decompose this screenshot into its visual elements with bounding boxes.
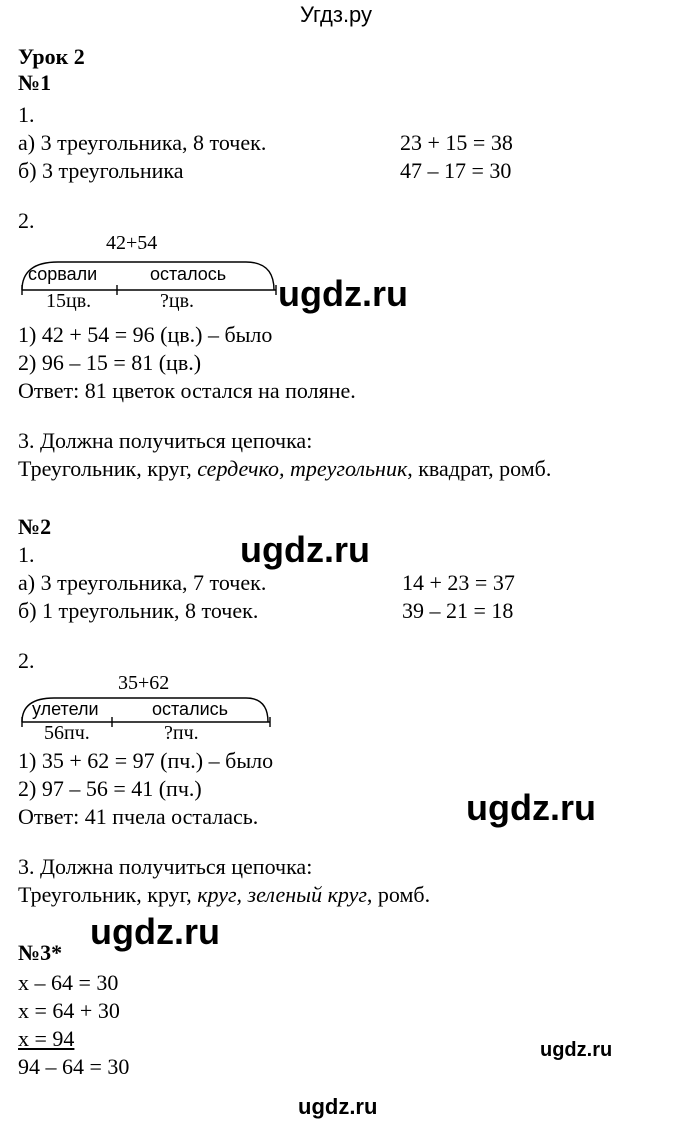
task-3-line-4: 94 – 64 = 30 [18, 1054, 130, 1079]
diagram-2-right-value: ?пч. [164, 722, 199, 744]
site-header: Угдз.ру [300, 2, 373, 27]
diagram-1-total-label: 42+54 [106, 232, 158, 254]
task-1-segment-diagram [18, 232, 280, 312]
task-2-answer: Ответ: 41 пчела осталась. [18, 804, 259, 829]
watermark: ugdz.ru [278, 273, 408, 314]
task-1-title: №1 [18, 70, 52, 95]
task-2-chain-start: Треугольник, круг, [18, 882, 198, 907]
watermark: ugdz.ru [240, 529, 370, 570]
task-2-chain [18, 882, 430, 908]
task-3-line-1: х – 64 = 30 [18, 970, 119, 995]
diagram-2-right-segment-label: остались [152, 699, 228, 719]
task-1-a-text: а) 3 треугольника, 8 точек. [18, 130, 267, 155]
task-2-item-3: 3. Должна получиться цепочка: [18, 854, 313, 879]
task-3-line-3: х = 94 [18, 1026, 75, 1051]
task-1-b-text: б) 3 треугольника [18, 158, 184, 183]
task-3-line-2: х = 64 + 30 [18, 998, 120, 1023]
footer-watermark: ugdz.ru [298, 1094, 378, 1119]
watermark: ugdz.ru [466, 787, 596, 828]
task-1-chain [18, 456, 551, 482]
task-2-a-equation: 14 + 23 = 37 [402, 570, 515, 595]
diagram-1-left-value: 15цв. [46, 290, 92, 312]
diagram-1-left-segment-label: сорвали [28, 264, 98, 284]
diagram-2-left-value: 56пч. [44, 722, 90, 744]
task-1-chain-start: Треугольник, круг, [18, 456, 198, 481]
watermark: ugdz.ru [540, 1039, 613, 1061]
task-1-answer: Ответ: 81 цветок остался на поляне. [18, 378, 356, 403]
task-1-item-1-number: 1. [18, 102, 35, 127]
task-2-b-equation: 39 – 21 = 18 [402, 598, 514, 623]
task-2-chain-italic: круг, зеленый круг [197, 882, 367, 907]
task-1-item-2-number: 2. [18, 208, 35, 233]
watermark: ugdz.ru [90, 911, 220, 952]
task-1-a-equation: 23 + 15 = 38 [400, 130, 513, 155]
task-2-step-2: 2) 97 – 56 = 41 (пч.) [18, 776, 202, 801]
task-2-item-1-number: 1. [18, 542, 35, 567]
task-2-b-text: б) 1 треугольник, 8 точек. [18, 598, 259, 623]
task-1-item-3: 3. Должна получиться цепочка: [18, 428, 313, 453]
task-1-chain-italic: сердечко, треугольник [197, 456, 408, 481]
task-2-segment-diagram [18, 674, 280, 746]
lesson-title: Урок 2 [18, 44, 85, 69]
task-2-chain-end: , ромб. [366, 882, 431, 907]
diagram-1-right-segment-label: осталось [150, 264, 227, 284]
task-2-a-text: а) 3 треугольника, 7 точек. [18, 570, 267, 595]
diagram-1-right-value: ?цв. [160, 290, 195, 312]
task-2-step-1: 1) 35 + 62 = 97 (пч.) – было [18, 748, 274, 773]
task-1-b-equation: 47 – 17 = 30 [400, 158, 512, 183]
task-2-item-2-number: 2. [18, 648, 35, 673]
task-3-title: №3* [18, 940, 63, 965]
diagram-2-total-label: 35+62 [118, 672, 170, 694]
task-2-title: №2 [18, 514, 52, 539]
task-1-chain-end: , квадрат, ромб. [407, 456, 552, 481]
task-1-step-1: 1) 42 + 54 = 96 (цв.) – было [18, 322, 273, 347]
diagram-2-left-segment-label: улетели [32, 699, 99, 719]
task-1-step-2: 2) 96 – 15 = 81 (цв.) [18, 350, 202, 375]
